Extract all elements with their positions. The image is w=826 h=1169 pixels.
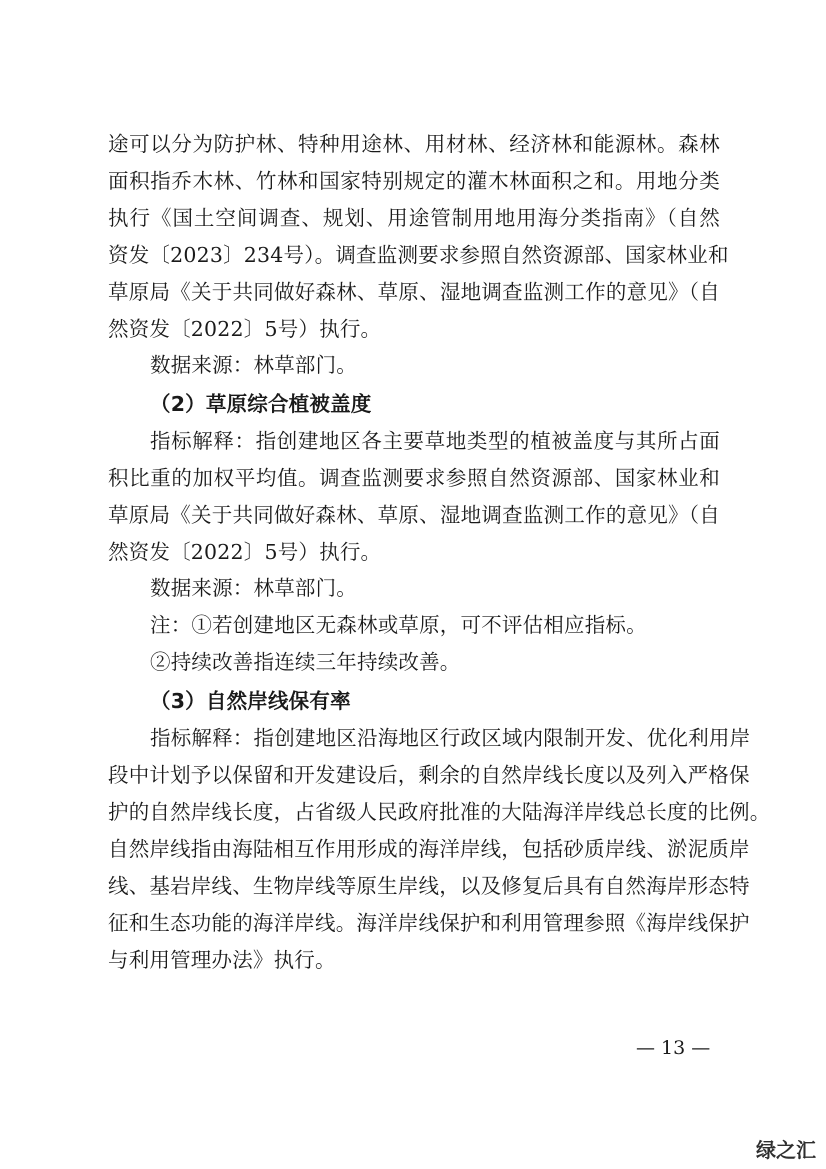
paragraph-line: 然资发〔2022〕5号）执行。 bbox=[108, 540, 382, 564]
paragraph-line: 指标解释：指创建地区各主要草地类型的植被盖度与其所占面 bbox=[150, 429, 720, 453]
paragraph-line: 积比重的加权平均值。调查监测要求参照自然资源部、国家林业和 bbox=[108, 466, 720, 490]
paragraph-line: 征和生态功能的海洋岸线。海洋岸线保护和利用管理参照《海岸线保护 bbox=[108, 911, 750, 935]
paragraph-line: 资发〔2023〕234号）。调查监测要求参照自然资源部、国家林业和 bbox=[108, 243, 729, 267]
paragraph-line: 途可以分为防护林、特种用途林、用材林、经济林和能源林。森林 bbox=[108, 132, 720, 156]
section-heading-coastline: （3）自然岸线保有率 bbox=[150, 689, 351, 713]
data-source-line: 数据来源：林草部门。 bbox=[150, 576, 357, 600]
paragraph-line: 线、基岩岸线、生物岸线等原生岸线，以及修复后具有自然海岸形态特 bbox=[108, 874, 750, 898]
paragraph-line: 草原局《关于共同做好森林、草原、湿地调查监测工作的意见》（自 bbox=[108, 503, 720, 527]
paragraph-line: 段中计划予以保留和开发建设后，剩余的自然岸线长度以及列入严格保 bbox=[108, 763, 750, 787]
paragraph-line: 与利用管理办法》执行。 bbox=[108, 948, 336, 972]
note-line: ②持续改善指连续三年持续改善。 bbox=[150, 650, 461, 674]
paragraph-line: 然资发〔2022〕5号）执行。 bbox=[108, 317, 382, 341]
watermark-logo: 绿之汇 bbox=[756, 1138, 816, 1162]
page-number: — 13 — bbox=[636, 1037, 711, 1059]
paragraph-line: 草原局《关于共同做好森林、草原、湿地调查监测工作的意见》（自 bbox=[108, 280, 720, 304]
paragraph-line: 自然岸线指由海陆相互作用形成的海洋岸线，包括砂质岸线、淤泥质岸 bbox=[108, 837, 750, 861]
paragraph-line: 执行《国土空间调查、规划、用途管制用地用海分类指南》（自然 bbox=[108, 206, 720, 230]
paragraph-line: 面积指乔木林、竹林和国家特别规定的灌木林面积之和。用地分类 bbox=[108, 169, 720, 193]
data-source-line: 数据来源：林草部门。 bbox=[150, 353, 357, 377]
paragraph-line: 指标解释：指创建地区沿海地区行政区域内限制开发、优化利用岸 bbox=[150, 726, 751, 750]
note-line: 注：①若创建地区无森林或草原，可不评估相应指标。 bbox=[150, 613, 647, 637]
paragraph-line: 护的自然岸线长度，占省级人民政府批准的大陆海洋岸线总长度的比例。 bbox=[108, 800, 771, 824]
section-heading-grassland: （2）草原综合植被盖度 bbox=[150, 392, 372, 416]
